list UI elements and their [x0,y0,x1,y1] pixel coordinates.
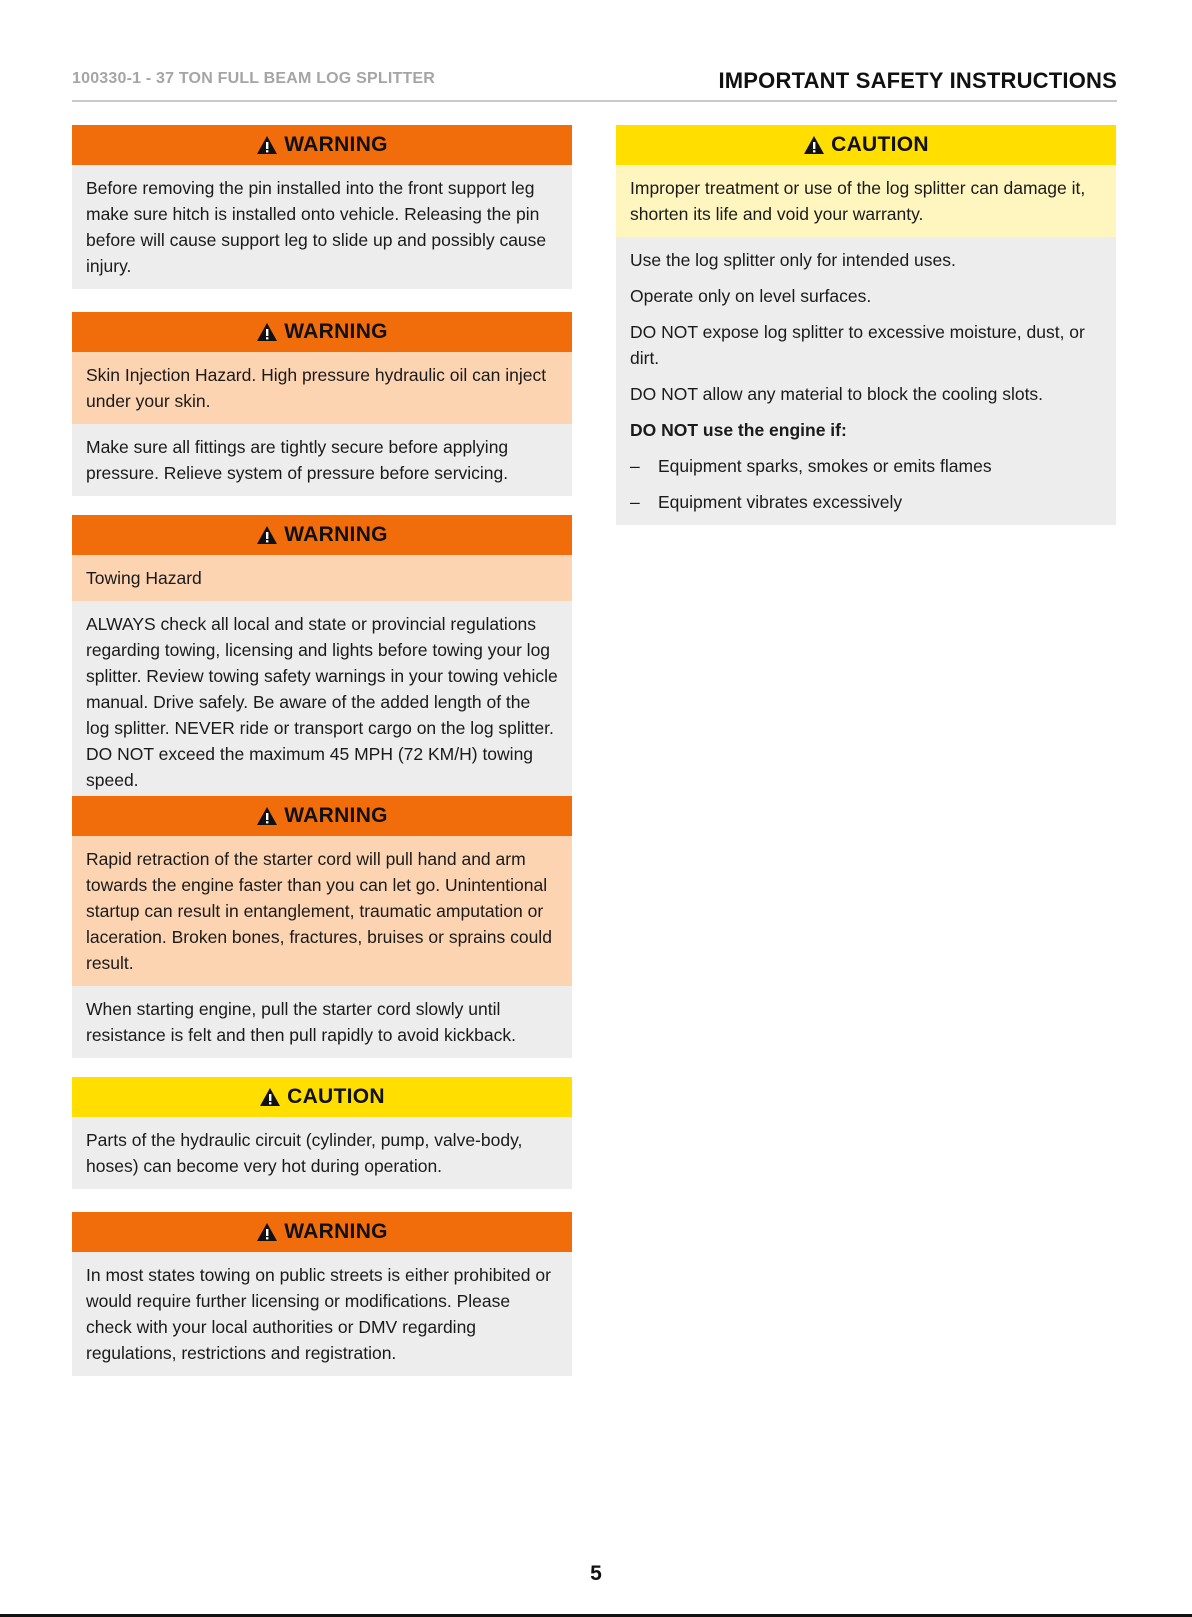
warning-box-support-leg [72,125,572,289]
warning-highlight [72,555,572,601]
warning-body [72,986,572,1058]
caution-line: Operate only on level surfaces. [630,286,872,306]
hazard-text: Skin Injection Hazard. High pressure hydraulic oil can inject under your skin. [86,365,547,411]
banner-label: WARNING [284,804,388,827]
list-item-text: Equipment vibrates excessively [658,492,903,512]
warning-text: In most states towing on public streets is either prohibited or would require further licensing or modifications. Please check with your local authorities or DMV regarding regulations, restrictions and registration. [86,1265,551,1363]
warning-text: ALWAYS check all local and state or provincial regulations regarding towing, licensing and lights before towing your log splitter. Review towing safety warnings in your towing vehicle manual. Drive safely. Be aware of the added length of the log splitter. NEVER ride or transport cargo on the log splitter. DO NOT exceed the maximum 45 MPH (72 KM/H) towing speed. [86,614,558,790]
warning-text: Before removing the pin installed into the front support leg make sure hitch is installed onto vehicle. Releasing the pin before will cause support leg to slide up and possibly cause injury. [86,178,547,276]
banner-label: CAUTION [287,1085,385,1108]
caution-box-general-use [616,125,1116,525]
warning-triangle-icon [803,135,825,155]
caution-line: DO NOT allow any material to block the cooling slots. [630,384,1044,404]
page-header [72,64,1117,102]
banner-label: CAUTION [831,133,929,156]
caution-banner [616,125,1116,165]
warning-triangle-icon [259,1087,281,1107]
warning-body [72,1252,572,1376]
warning-body [72,601,572,803]
hazard-text: Rapid retraction of the starter cord will pull hand and arm towards the engine faster than you can let go. Unintentional startup can result in entanglement, traumatic amputation or laceration. Broken bones, fractures, bruises or sprains could result. [86,849,552,973]
warning-highlight [72,836,572,986]
page-number: 5 [590,1562,602,1585]
warning-triangle-icon [256,806,278,826]
warning-body [72,165,572,289]
warning-text: Make sure all fittings are tightly secure before applying pressure. Relieve system of pressure before servicing. [86,437,509,483]
document-id: 100330-1 - 37 TON FULL BEAM LOG SPLITTER [72,70,436,87]
warning-triangle-icon [256,1222,278,1242]
banner-label: WARNING [284,320,388,343]
warning-body [72,424,572,496]
dash-bullet: – [630,456,640,476]
warning-banner [72,796,572,836]
warning-triangle-icon [256,135,278,155]
caution-body [72,1117,572,1189]
caution-text: Parts of the hydraulic circuit (cylinder, pump, valve-body, hoses) can become very hot during operation. [86,1130,523,1176]
hazard-text: Towing Hazard [86,568,202,588]
caution-line: DO NOT expose log splitter to excessive moisture, dust, or dirt. [630,322,1085,368]
warning-box-skin-injection [72,312,572,496]
warning-triangle-icon [256,525,278,545]
banner-label: WARNING [284,1220,388,1243]
caution-summary: Improper treatment or use of the log splitter can damage it, shorten its life and void your warranty. [630,178,1086,224]
warning-box-starter-cord [72,796,572,1058]
banner-label: WARNING [284,523,388,546]
list-item [630,489,1102,515]
section-title: IMPORTANT SAFETY INSTRUCTIONS [718,68,1117,93]
warning-banner [72,125,572,165]
caution-line: Use the log splitter only for intended uses. [630,250,956,270]
warning-banner [72,515,572,555]
warning-box-towing [72,515,572,803]
caution-engine-heading: DO NOT use the engine if: [630,420,847,440]
warning-banner [72,1212,572,1252]
warning-banner [72,312,572,352]
warning-box-public-streets [72,1212,572,1376]
caution-highlight [616,165,1116,237]
list-item-text: Equipment sparks, smokes or emits flames [658,456,992,476]
caution-box-hydraulic [72,1077,572,1189]
warning-highlight [72,352,572,424]
caution-body [616,237,1116,525]
caution-banner [72,1077,572,1117]
warning-triangle-icon [256,322,278,342]
warning-text: When starting engine, pull the starter cord slowly until resistance is felt and then pull rapidly to avoid kickback. [86,999,516,1045]
dash-bullet: – [630,492,640,512]
list-item [630,453,1102,479]
banner-label: WARNING [284,133,388,156]
